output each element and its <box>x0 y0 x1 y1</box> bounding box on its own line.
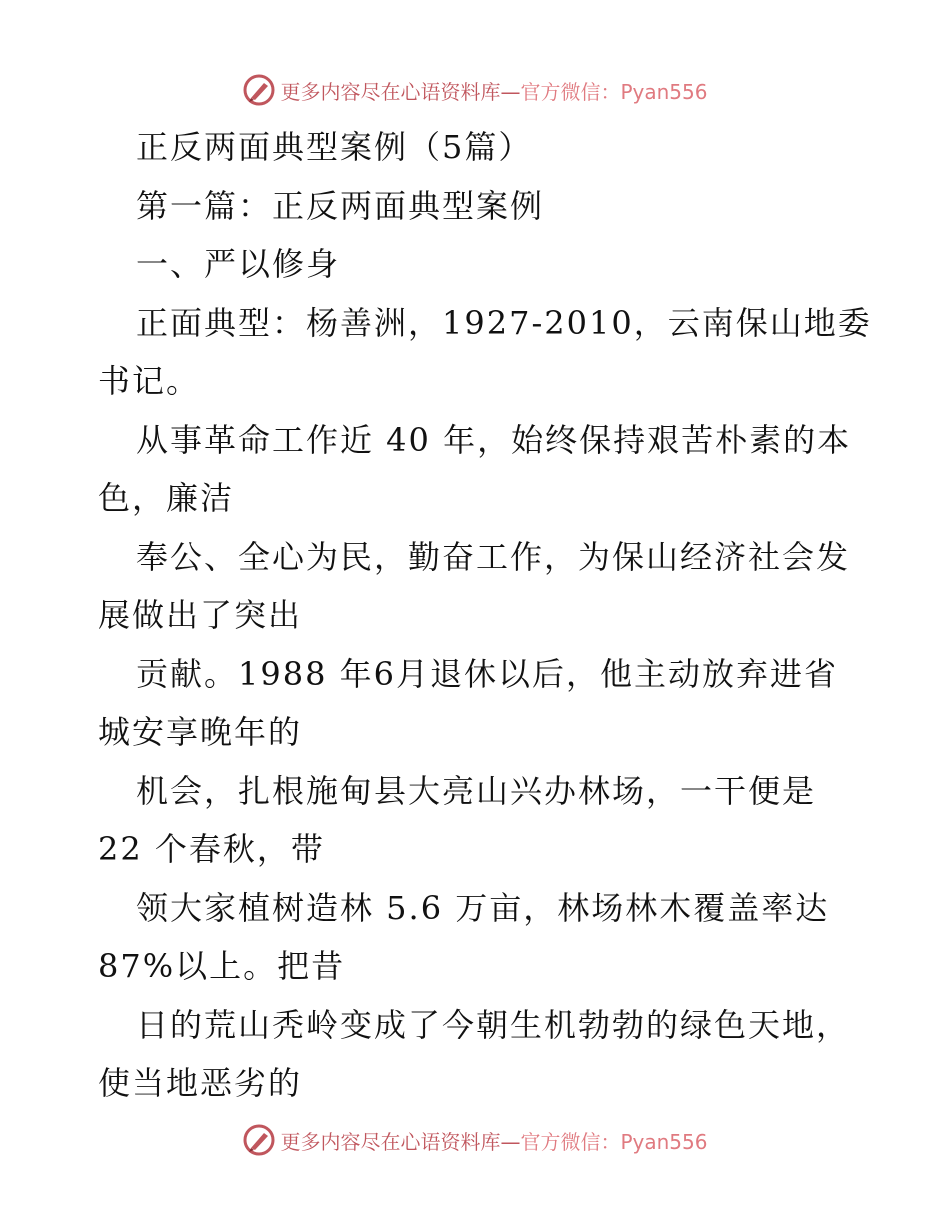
text-line: 城安享晚年的 <box>98 713 303 751</box>
text-line: 日的荒山秃岭变成了今朝生机勃勃的绿色天地， <box>136 1005 851 1044</box>
text-line: 奉公、全心为民，勤奋工作，为保山经济社会发 <box>136 537 851 576</box>
watermark-text: 更多内容尽在心语资料库—官方微信：Pyan556 <box>280 79 708 104</box>
text-line: 机会，扎根施甸县大亮山兴办林场，一干便是 <box>136 771 817 810</box>
footer-watermark <box>0 1120 950 1160</box>
text-line: 领大家植树造林 5.6 万亩，林场林木覆盖率达 <box>136 888 830 927</box>
text-line: 书记。 <box>98 362 201 400</box>
brush-logo-icon <box>242 1123 276 1157</box>
text-line: 从事革命工作近 40 年，始终保持艰苦朴素的本 <box>136 420 852 459</box>
watermark-text: 更多内容尽在心语资料库—官方微信：Pyan556 <box>280 1129 708 1154</box>
text-line: 87%以上。把昔 <box>98 947 346 985</box>
text-line: 正面典型：杨善洲，1927-2010，云南保山地委 <box>136 303 872 342</box>
text-line: 贡献。1988 年6月退休以后，他主动放弃进省 <box>136 654 838 693</box>
text-line: 一、严以修身 <box>136 245 341 283</box>
text-line: 展做出了突出 <box>98 596 303 634</box>
text-line: 正反两面典型案例（5篇） <box>136 128 533 166</box>
text-line: 色，廉洁 <box>98 479 235 517</box>
text-line: 22 个春秋，带 <box>98 830 325 868</box>
brush-logo-icon <box>242 73 276 107</box>
text-line: 第一篇：正反两面典型案例 <box>136 186 545 225</box>
header-watermark <box>0 70 950 110</box>
text-line: 使当地恶劣的 <box>98 1064 303 1102</box>
document-body <box>98 118 872 1113</box>
